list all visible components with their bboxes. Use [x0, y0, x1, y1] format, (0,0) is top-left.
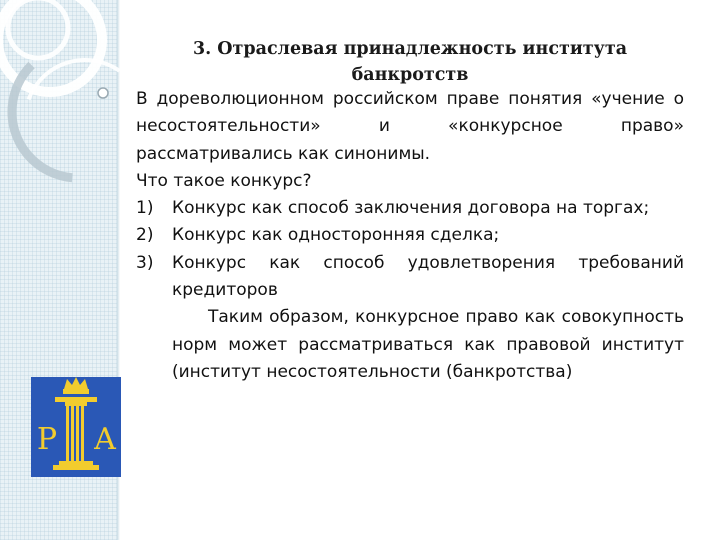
list-item-text: Конкурс как способ удовлетворения требований кредиторов [172, 252, 684, 301]
list-item-text: Конкурс как способ заключения договора на торгах; [172, 198, 650, 219]
crown-icon [63, 377, 89, 394]
list-item-number: 3) [136, 252, 154, 273]
slide-title: 3. Отраслевая принадлежность института банкротств [192, 39, 628, 85]
conclusion-paragraph [136, 304, 684, 386]
intro-paragraph: В дореволюционном российском праве понятия «учение о несостоятельности» и «конкурсное право» рассматривались как синонимы. [136, 89, 684, 164]
list-item [136, 222, 684, 249]
list-item [136, 250, 684, 305]
list-item-number: 1) [136, 198, 154, 219]
bullet-dot-icon [98, 88, 108, 98]
question-line: Что такое конкурс? [136, 170, 312, 191]
logo-letter-right: А [93, 422, 117, 457]
conclusion-text: Таким образом, конкурсное право как совокупность норм может рассматриваться как правовой институт (институт несостоятельности (банкротства) [172, 307, 684, 382]
logo-letter-left: Р [36, 422, 58, 457]
academy-logo [31, 377, 121, 477]
list-item [136, 195, 684, 222]
column-capital [55, 397, 97, 402]
list-item-text: Конкурс как односторонняя сделка; [172, 225, 500, 246]
column-neck [65, 402, 87, 406]
column-plinth [53, 465, 99, 470]
column-base [59, 461, 93, 465]
slide-body [136, 86, 684, 386]
list-item-number: 2) [136, 225, 154, 246]
deco-circle-inner [8, 0, 68, 58]
